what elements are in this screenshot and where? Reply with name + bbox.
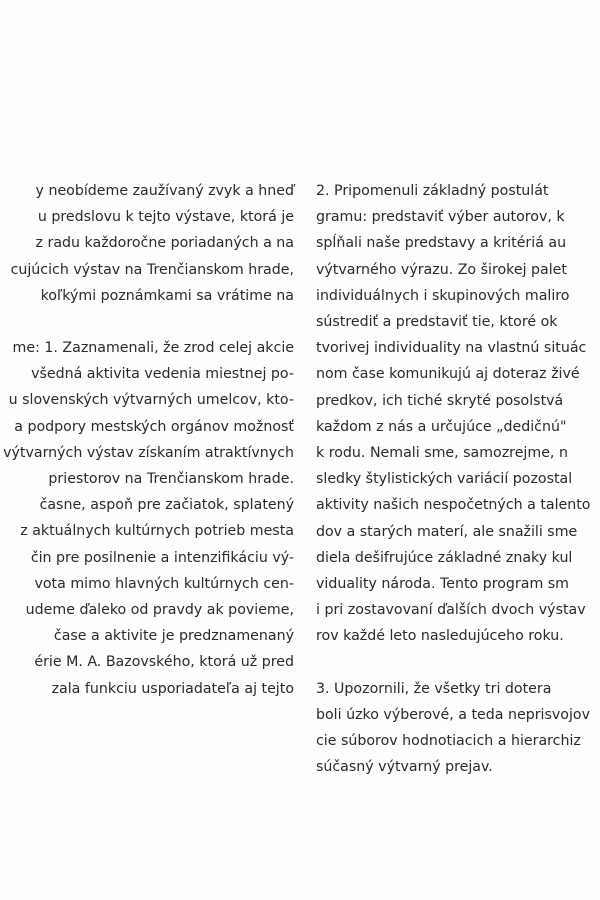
text-line: výtvarných výstav získaním atraktívnych	[3, 444, 294, 461]
left-paragraph-1	[0, 178, 294, 309]
text-line: koľkými poznámkami sa vrátime na	[40, 287, 294, 304]
text-line: y neobídeme zaužívaný zvyk a hneď	[35, 183, 294, 199]
text-line: cie súborov hodnotiacich a hierarchiz	[316, 733, 581, 750]
text-line: priestorov na Trenčianskom hrade.	[48, 471, 294, 488]
text-line: cujúcich výstav na Trenčianskom hrade,	[10, 261, 294, 278]
text-line: spĺňali naše predstavy a kritériá au	[316, 235, 567, 252]
text-line: z radu každoročne poriadaných a na	[35, 235, 294, 252]
text-line: boli úzko výberové, a teda neprisvojov	[316, 706, 590, 723]
text-line: viduality národa. Tento program sm	[316, 576, 569, 593]
text-line: sústrediť a predstaviť tie, ktoré ok	[316, 314, 558, 331]
text-line: tvorivej individuality na vlastnú situác	[316, 340, 587, 357]
text-line: z aktuálnych kultúrnych potrieb mesta	[20, 523, 294, 540]
text-line: gramu: predstaviť výber autorov, k	[316, 209, 565, 226]
text-line: érie M. A. Bazovského, ktorá už pred	[34, 654, 294, 671]
text-line: k rodu. Nemali sme, samozrejme, n	[316, 445, 568, 462]
text-line: výtvarného výrazu. Zo širokej palet	[316, 261, 567, 278]
text-line: individuálnych i skupinových maliro	[316, 287, 570, 304]
text-line: i pri zostavovaní ďalších dvoch výstav	[316, 602, 586, 619]
text-line: vota mimo hlavných kultúrnych cen-	[34, 575, 294, 592]
text-line: všedná aktivita vedenia miestnej po-	[31, 366, 294, 383]
text-line: aktivity našich nespočetných a talento	[316, 497, 591, 514]
right-paragraph-1	[316, 178, 600, 650]
text-line: 2. Pripomenuli základný postulát	[316, 183, 549, 199]
text-line: rov každé leto nasledujúceho roku.	[316, 628, 564, 645]
text-line: nom čase komunikujú aj doteraz živé	[316, 366, 580, 383]
text-line: sledky štylistických variácií pozostal	[316, 471, 573, 488]
paragraph-gap	[316, 650, 600, 676]
text-line: čin pre posilnenie a intenzifikáciu vý-	[30, 549, 294, 566]
text-line: súčasný výtvarný prejav.	[316, 759, 493, 776]
text-line: diela dešifrujúce základné znaky kul	[316, 549, 573, 566]
text-line: a podpory mestských orgánov možnosť	[14, 418, 294, 435]
text-line: u slovenských výtvarných umelcov, kto-	[8, 392, 294, 409]
left-text-column	[0, 178, 294, 702]
text-line: me: 1. Zaznamenali, že zrod celej akcie	[12, 340, 294, 357]
right-text-column	[316, 178, 600, 780]
left-paragraph-2	[0, 335, 294, 702]
paragraph-gap	[0, 309, 294, 335]
text-line: predkov, ich tiché skryté posolstvá	[316, 392, 564, 409]
text-line: čase a aktivite je predznamenaný	[53, 628, 294, 645]
text-line: u predslovu k tejto výstave, ktorá je	[37, 209, 294, 226]
text-line: každom z nás a určujúce „dedičnú"	[316, 418, 567, 435]
text-line: 3. Upozornili, že všetky tri dotera	[316, 680, 552, 697]
right-paragraph-2	[316, 676, 600, 781]
text-line: dov a starých materí, ale snažili sme	[316, 523, 578, 540]
text-line: časne, aspoň pre začiatok, splatený	[39, 497, 294, 514]
text-line: zala funkciu usporiadateľa aj tejto	[51, 680, 294, 697]
text-line: udeme ďaleko od pravdy ak povieme,	[25, 602, 294, 619]
